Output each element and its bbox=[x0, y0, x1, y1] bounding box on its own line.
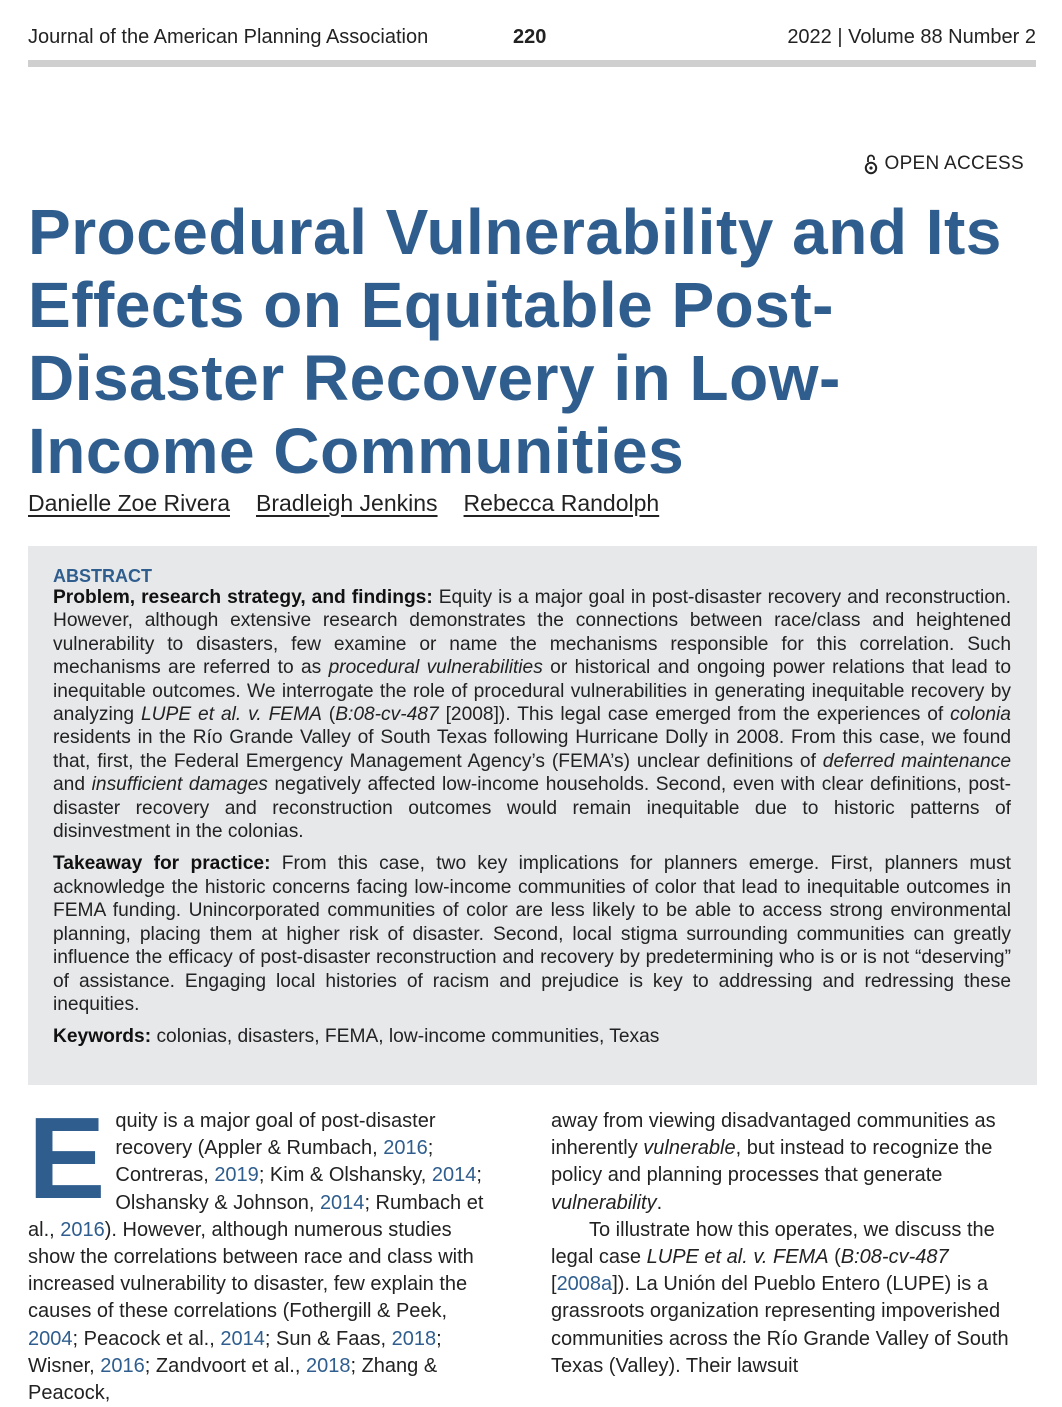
journal-name: Journal of the American Planning Association bbox=[28, 26, 429, 48]
header-rule bbox=[28, 60, 1036, 67]
abstract-keywords bbox=[53, 1025, 1011, 1048]
body-text: ; Wisner, bbox=[28, 1327, 442, 1377]
body-text: ]). La Unión del Pueblo Entero (LUPE) is a grassroots organization representing impoverished communities across the Río Grande Valley of South Texas (Valley). Their lawsuit bbox=[551, 1273, 1009, 1377]
body-paragraph bbox=[551, 1217, 1033, 1380]
body-text: ; Rumbach et al., bbox=[28, 1191, 484, 1241]
body-text: quity is a major goal of post-disaster recovery (Appler & Rumbach, bbox=[115, 1110, 436, 1160]
keywords-text: colonias, disasters, FEMA, low-income communities, Texas bbox=[156, 1026, 660, 1048]
author-link[interactable]: Bradleigh Jenkins bbox=[255, 490, 438, 516]
abstract-text: From this case, two key implications for planners emerge. First, planners must acknowledge the historic concerns facing low-income communities of color that lead to inequitable outcomes in FEMA funding. Unincorporated communities of color are less likely to be able to access strong environmental planning, placing them at higher risk of disaster. Second, local stigma surrounding communities can greatly influence the efficacy of post-disaster reconstruction and recovery by predetermining who is or is not “deserving” of assistance. Engaging local histories of racism and prejudice is key to addressing and redressing these inequities. bbox=[53, 853, 1011, 1015]
body-paragraph bbox=[28, 1093, 498, 1407]
body-term: vulnerable bbox=[643, 1137, 736, 1160]
citation-link[interactable]: 2016 bbox=[60, 1218, 105, 1241]
open-access-label: OPEN ACCESS bbox=[884, 153, 1024, 174]
body-column-left bbox=[28, 1093, 498, 1407]
body-text: ; Zandvoort et al., bbox=[144, 1354, 301, 1377]
body-text: ; Zhang & Peacock, bbox=[28, 1354, 438, 1405]
citation-link[interactable]: 2018 bbox=[305, 1354, 351, 1377]
abstract-takeaway bbox=[53, 852, 1011, 1016]
case-number: B:08-cv-487 bbox=[335, 704, 439, 726]
abstract-box bbox=[28, 546, 1037, 1085]
body-paragraph bbox=[551, 1108, 1033, 1217]
body-text: ; Sun & Faas, bbox=[264, 1327, 387, 1350]
keywords-label: Keywords: bbox=[53, 1026, 152, 1048]
findings-label: Problem, research strategy, and findings: bbox=[53, 587, 433, 608]
citation-link[interactable]: 2008a bbox=[556, 1273, 613, 1296]
page-number: 220 bbox=[513, 26, 547, 48]
citation-link[interactable]: 2014 bbox=[319, 1191, 365, 1214]
abstract-term: procedural vulnerabilities bbox=[328, 657, 543, 679]
body-text: To illustrate how this operates, we discuss the legal case bbox=[551, 1218, 995, 1269]
abstract-text: residents in the Río Grande Valley of South Texas following Hurricane Dolly in 2008. From this case, we found that, first, the Federal Emergency Management Agency’s (FEMA’s) unclear definitions of bbox=[53, 727, 1011, 772]
abstract-term: insufficient damages bbox=[91, 774, 268, 796]
citation-link[interactable]: 2019 bbox=[214, 1164, 259, 1187]
article-title: Procedural Vulnerability and Its Effects on Equitable Post-Disaster Recovery in Low-Income Communities bbox=[28, 196, 1002, 487]
volume-info: 2022 | Volume 88 Number 2 bbox=[787, 26, 1036, 48]
abstract-text: and bbox=[53, 774, 86, 796]
citation-link[interactable]: 2014 bbox=[220, 1327, 265, 1350]
abstract-text: [2008]). This legal case emerged from the experiences of bbox=[445, 704, 944, 726]
open-lock-icon bbox=[864, 153, 878, 175]
case-name: LUPE et al. v. FEMA bbox=[141, 704, 322, 726]
body-text: [ bbox=[551, 1273, 557, 1296]
case-number: B:08-cv-487 bbox=[840, 1246, 949, 1269]
citation-link[interactable]: 2014 bbox=[431, 1164, 477, 1187]
abstract-text: or historical and ongoing power relations that lead to inequitable outcomes. We interrogate the role of procedural vulnerabilities in generating inequitable recovery by analyzing bbox=[53, 657, 1011, 726]
body-text: . bbox=[656, 1191, 663, 1214]
author-link[interactable]: Danielle Zoe Rivera bbox=[28, 490, 230, 516]
drop-cap: E bbox=[28, 1093, 106, 1223]
body-text: ; Contreras, bbox=[115, 1137, 434, 1187]
body-text: ( bbox=[834, 1246, 841, 1269]
abstract-text: Equity is a major goal in post-disaster recovery and reconstruction. However, although extensive research demonstrates the connections between race/class and heightened vulnerability to disasters, few examine or name the mechanisms responsible for this correlation. Such mechanisms are referred to as bbox=[53, 587, 1011, 679]
body-text: away from viewing disadvantaged communities as inherently bbox=[551, 1110, 996, 1160]
body-text: ; Kim & Olshansky, bbox=[258, 1164, 427, 1187]
citation-link[interactable]: 2004 bbox=[28, 1327, 73, 1350]
abstract-term: colonia bbox=[950, 704, 1011, 726]
open-access-badge bbox=[864, 153, 1024, 175]
body-text: , but instead to recognize the policy and planning processes that generate bbox=[551, 1137, 993, 1187]
author-link[interactable]: Rebecca Randolph bbox=[463, 490, 660, 516]
running-head bbox=[28, 24, 1036, 54]
abstract-text: ( bbox=[328, 704, 336, 726]
body-text: ; Peacock et al., bbox=[72, 1327, 215, 1350]
citation-link[interactable]: 2018 bbox=[391, 1327, 437, 1350]
body-column-right bbox=[551, 1108, 1033, 1380]
author-list bbox=[28, 490, 659, 517]
abstract-heading: ABSTRACT bbox=[53, 566, 152, 586]
abstract-findings bbox=[53, 586, 1011, 843]
abstract-term: deferred maintenance bbox=[822, 750, 1011, 772]
body-text: ). However, although numerous studies show the correlations between race and class with increased vulnerability to disaster, few explain the causes of these correlations (Fothergill & Peek, bbox=[28, 1218, 474, 1323]
body-text: ; Olshansky & Johnson, bbox=[115, 1164, 482, 1214]
citation-link[interactable]: 2016 bbox=[100, 1354, 145, 1377]
takeaway-label: Takeaway for practice: bbox=[53, 853, 271, 875]
case-name: LUPE et al. v. FEMA bbox=[646, 1246, 829, 1269]
abstract-text: negatively affected low-income households. Second, even with clear definitions, post-disaster recovery and reconstruction outcomes would remain inequitable due to historic patterns of disinvestment in the colonias. bbox=[53, 774, 1011, 843]
citation-link[interactable]: 2016 bbox=[383, 1137, 428, 1160]
body-term: vulnerability bbox=[551, 1191, 657, 1214]
